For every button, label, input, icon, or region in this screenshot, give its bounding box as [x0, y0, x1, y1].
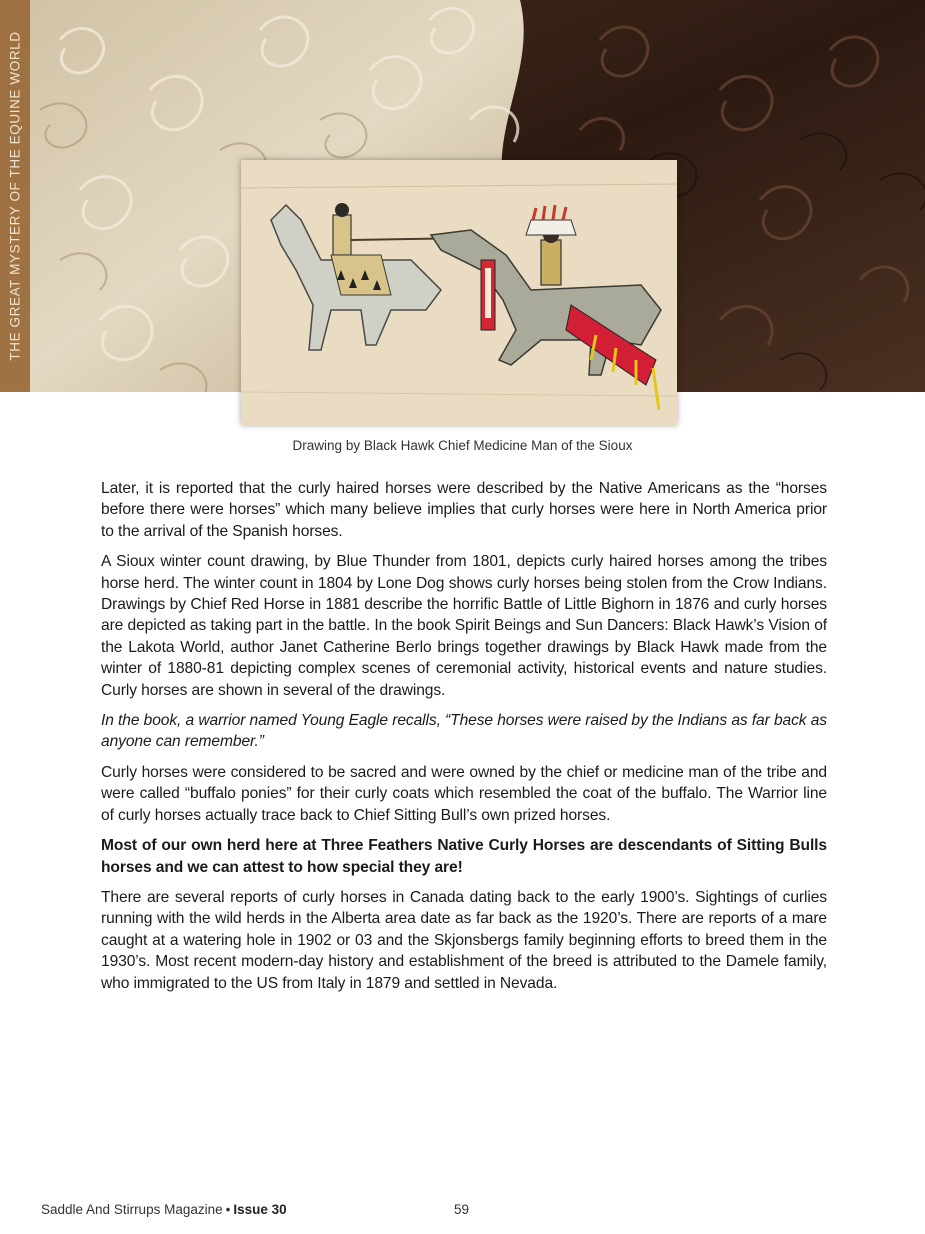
figure-caption: Drawing by Black Hawk Chief Medicine Man of the Sioux [292, 438, 633, 453]
ledger-drawing-illustration [241, 160, 677, 425]
ledger-drawing [241, 160, 677, 425]
paragraph-winter-counts: A Sioux winter count drawing, by Blue Thunder from 1801, depicts curly haired horses among the tribes horse herd. The winter count in 1804 by Lone Dog shows curly horses being stolen from the Crow Indians. Drawings by Chief Red Horse in 1881 describe the horrific Battle of Little Bighorn in 1876 and curly horses are depicted as taking part in the battle. In the book Spirit Beings and Sun Dancers: Black Hawk’s Vision of the Lakota World, author Janet Catherine Berlo brings together drawings by Black Hawk made from the winter of 1880-81 depicting complex scenes of ceremonial activity, historical events and nature studies. Curly horses are shown in several of the drawings. [101, 553, 827, 699]
article-body [101, 478, 827, 1003]
paragraph-horses-before-horses: Later, it is reported that the curly haired horses were described by the Native Americans as the “horses before there were horses” which many believe implies that curly horses were here in North America prior to the arrival of the Spanish horses. [101, 480, 827, 540]
paragraph-young-eagle-quote: In the book, a warrior named Young Eagle recalls, “These horses were raised by the Indians as far back as anyone can remember.” [101, 712, 827, 751]
paragraph-buffalo-ponies: Curly horses were considered to be sacred and were owned by the chief or medicine man of the tribe and were called “buffalo ponies” for their curly coats which resembled the coat of the buffalo. The Warrior line of curly horses actually trace back to Chief Sitting Bull’s own prized horses. [101, 763, 827, 824]
paragraph-canada-history: There are several reports of curly horses in Canada dating back to the early 1900’s. Sightings of curlies running with the wild herds in the Alberta area date as far back as the 1920’s. There are reports of a mare caught at a watering hole in 1902 or 03 and the Skjonsbergs family beginning efforts to breed them in the 1930’s. Most recent modern-day history and establishment of the breed is attributed to the Damele family, who immigrated to the US from Italy in 1879 and settled in Nevada. [101, 888, 827, 992]
footer-separator: • [225, 1202, 231, 1217]
side-tab-label: THE GREAT MYSTERY OF THE EQUINE WORLD [7, 31, 23, 361]
footer-issue: Issue 30 [233, 1202, 287, 1217]
page-number: 59 [454, 1202, 470, 1217]
footer-magazine-info [41, 1202, 287, 1217]
footer-magazine-name: Saddle And Stirrups Magazine [41, 1202, 223, 1217]
paragraph-three-feathers-herd: Most of our own herd here at Three Feathers Native Curly Horses are descendants of Sitting Bulls horses and we can attest to how special they are! [101, 837, 827, 876]
section-side-tab [0, 0, 30, 392]
